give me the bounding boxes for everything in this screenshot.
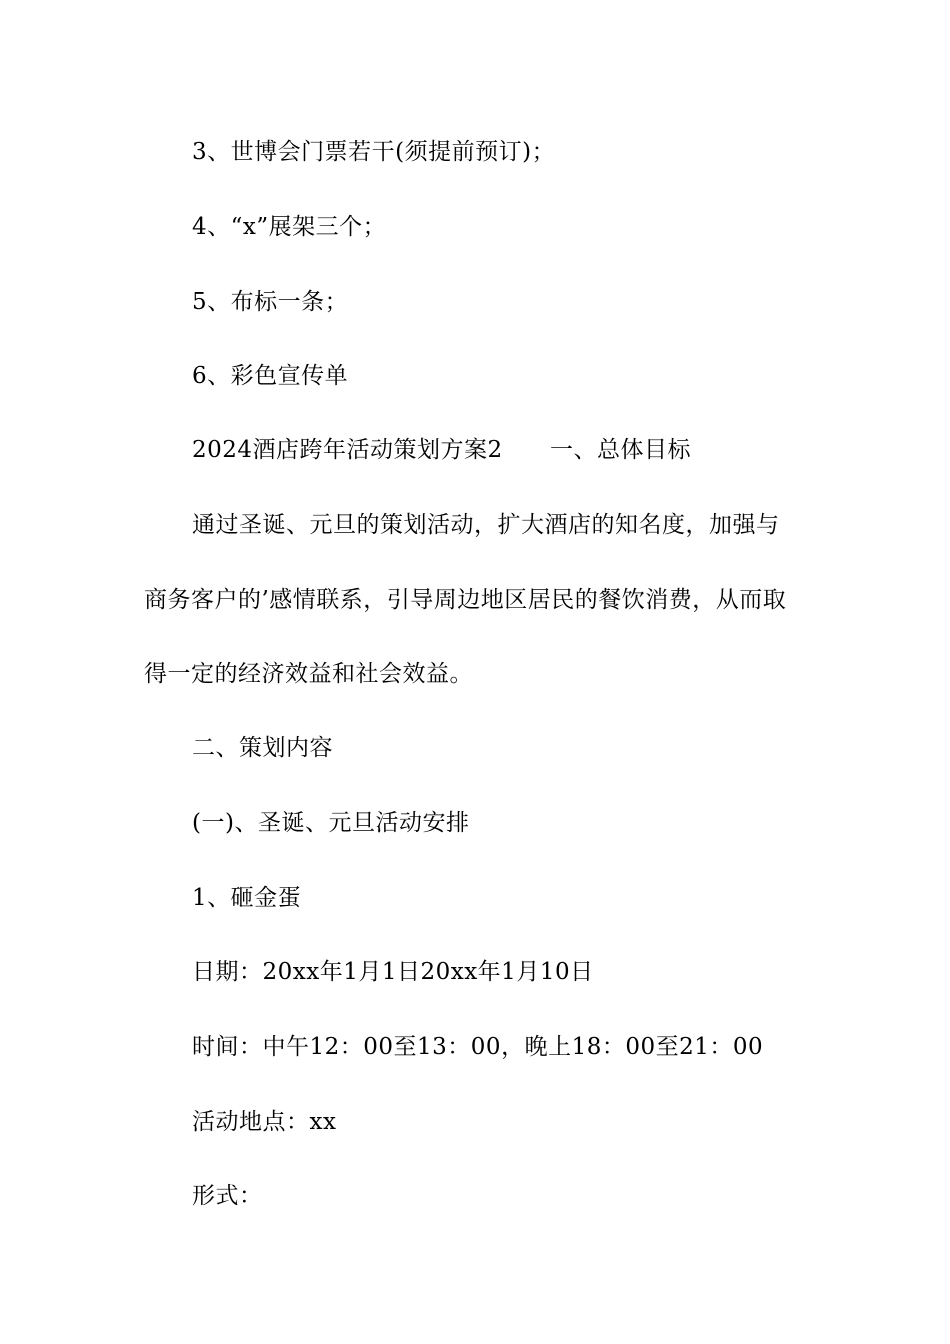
paragraph-line: 得一定的经济效益和社会效益。 (144, 661, 473, 687)
activity-format: 形式： (192, 1183, 263, 1209)
paragraph-line: 通过圣诞、元旦的策划活动，扩大酒店的知名度，加强与 (192, 512, 780, 538)
list-item-display-stands: 4、“x”展架三个； (192, 214, 387, 240)
section-heading-overall-goal: 一、总体目标 (550, 437, 691, 463)
section-heading-plan-content: 二、策划内容 (192, 735, 333, 761)
paragraph-line: 商务客户的’感情联系，引导周边地区居民的餐饮消费，从而取 (144, 587, 787, 613)
section-title: 2024酒店跨年活动策划方案2 (192, 437, 503, 463)
activity-time: 时间：中午12：00至13：00，晚上18：00至21：00 (192, 1034, 764, 1060)
activity-date: 日期：20xx年1月1日20xx年1月10日 (192, 959, 594, 985)
list-item-golden-egg: 1、砸金蛋 (192, 885, 302, 911)
subsection-heading-activities: (一)、圣诞、元旦活动安排 (192, 810, 470, 836)
list-item-flyers: 6、彩色宣传单 (192, 363, 349, 389)
list-item-banner: 5、布标一条； (192, 289, 349, 315)
activity-location: 活动地点：xx (192, 1109, 337, 1135)
list-item-tickets: 3、世博会门票若干(须提前预订)； (192, 139, 556, 165)
